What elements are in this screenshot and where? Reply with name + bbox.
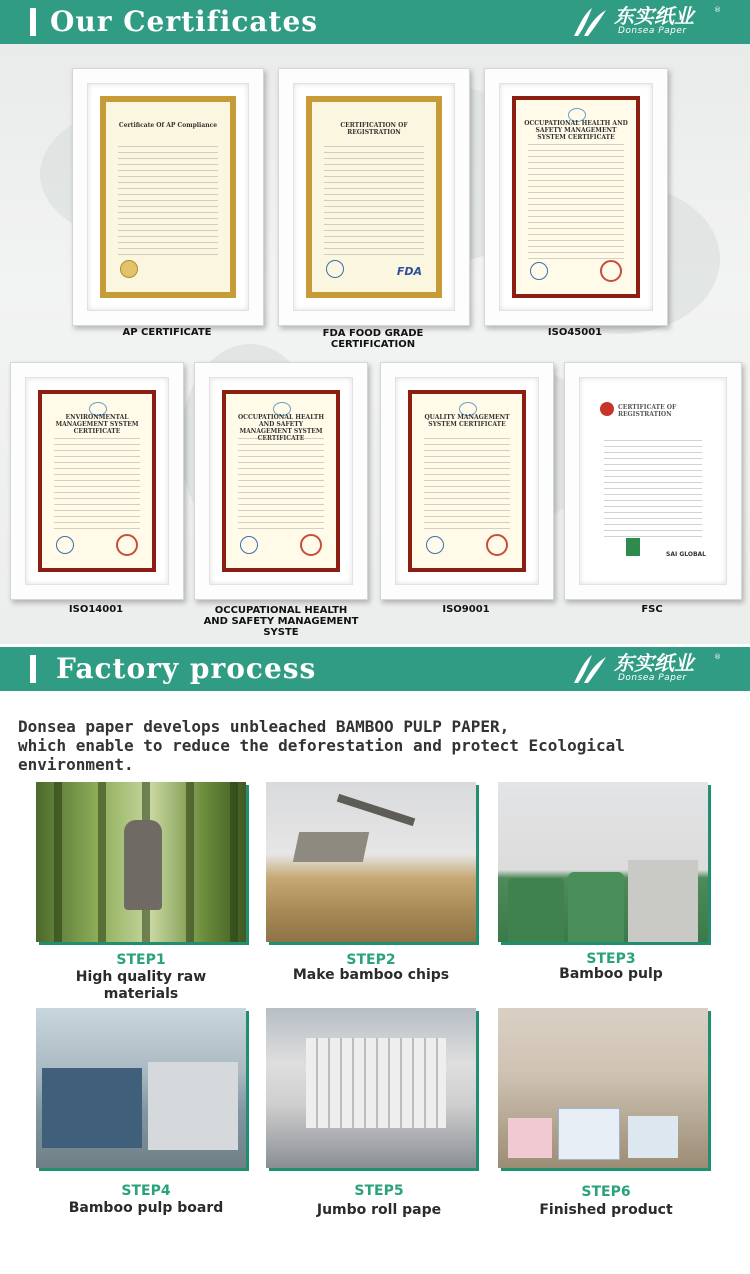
certificate-label: ISO9001 bbox=[442, 604, 490, 615]
registered-mark: ® bbox=[714, 653, 721, 661]
certificate-label: ISO14001 bbox=[68, 604, 124, 615]
certificate-frame-fda bbox=[278, 68, 470, 326]
factory-banner bbox=[0, 647, 750, 691]
sai-global-badge: SAI GLOBAL bbox=[666, 551, 706, 558]
certificate-frame-iso14001 bbox=[10, 362, 184, 600]
certificate-frame-ap bbox=[72, 68, 264, 326]
certificate-label: OCCUPATIONAL HEALTH AND SAFETY MANAGEMENT SYSTE bbox=[203, 605, 359, 638]
seal-icon bbox=[426, 536, 444, 554]
brand-name-en: Donsea Paper bbox=[618, 26, 687, 36]
certificate-document: OCCUPATIONAL HEALTH AND SAFETY MANAGEMENT SYSTEM CERTIFICATE bbox=[222, 390, 340, 572]
step-number: STEP3 bbox=[586, 951, 636, 967]
certificates-heading: Our Certificates bbox=[50, 5, 319, 38]
step-description: Make bamboo chips bbox=[292, 967, 450, 983]
factory-intro-text: Donsea paper develops unbleached BAMBOO PULP PAPER, which enable to reduce the deforestation and protect Ecological environment. bbox=[18, 717, 625, 774]
certificate-document: Certificate Of AP Compliance bbox=[100, 96, 236, 298]
stamp-icon bbox=[300, 534, 322, 556]
stamp-icon bbox=[600, 260, 622, 282]
cert-logo-icon bbox=[600, 402, 614, 416]
certificate-frame-fsc bbox=[564, 362, 742, 600]
tissue-pack bbox=[628, 1116, 678, 1158]
step1-photo bbox=[36, 782, 246, 942]
certificate-label: FDA FOOD GRADE CERTIFICATION bbox=[322, 328, 424, 350]
worker-figure bbox=[124, 820, 162, 910]
certificate-frame-iso45001 bbox=[484, 68, 668, 326]
factory-heading: Factory process bbox=[56, 652, 317, 685]
step-description: Jumbo roll pape bbox=[316, 1202, 442, 1218]
bamboo-leaf-icon bbox=[570, 6, 610, 38]
brand-logo bbox=[570, 651, 730, 687]
certificates-banner bbox=[0, 0, 750, 44]
step5-photo bbox=[266, 1008, 476, 1168]
step2-photo bbox=[266, 782, 476, 942]
step-description: Bamboo pulp board bbox=[68, 1200, 224, 1216]
excavator-bucket bbox=[293, 832, 369, 862]
step-description: Finished product bbox=[539, 1202, 673, 1218]
step-number: STEP5 bbox=[354, 1183, 404, 1199]
certificate-label: ISO45001 bbox=[547, 327, 603, 338]
bamboo-leaf-icon bbox=[570, 653, 610, 685]
step4-photo bbox=[36, 1008, 246, 1168]
step6-photo bbox=[498, 1008, 708, 1168]
factory-building bbox=[628, 860, 698, 942]
certificate-label: FSC bbox=[641, 604, 663, 615]
brand-name-en: Donsea Paper bbox=[618, 673, 687, 683]
machine-housing bbox=[148, 1062, 238, 1150]
banner-accent-bar bbox=[30, 655, 36, 683]
tissue-pack bbox=[558, 1108, 620, 1160]
tissue-pack bbox=[508, 1118, 552, 1158]
certificate-frame-iso9001 bbox=[380, 362, 554, 600]
step-number: STEP6 bbox=[581, 1184, 631, 1200]
pulp-tank bbox=[508, 878, 564, 942]
jumbo-roll-machine bbox=[306, 1038, 446, 1128]
seal-icon bbox=[56, 536, 74, 554]
registered-mark: ® bbox=[714, 6, 721, 14]
step3-photo bbox=[498, 782, 708, 942]
certificate-document: OCCUPATIONAL HEALTH AND SAFETY MANAGEMENT SYSTEM CERTIFICATE bbox=[512, 96, 640, 298]
pulp-tank bbox=[568, 872, 624, 942]
seal-icon bbox=[530, 262, 548, 280]
step-number: STEP1 bbox=[116, 952, 166, 968]
step-number: STEP2 bbox=[346, 952, 396, 968]
certificate-document: QUALITY MANAGEMENT SYSTEM CERTIFICATE bbox=[408, 390, 526, 572]
brand-name-cn: 东实纸业 bbox=[614, 651, 694, 675]
gold-seal-icon bbox=[120, 260, 138, 278]
step-description: Bamboo pulp bbox=[559, 966, 663, 982]
step-number: STEP4 bbox=[121, 1183, 171, 1199]
seal-icon bbox=[240, 536, 258, 554]
certificate-label: AP CERTIFICATE bbox=[122, 327, 212, 338]
stamp-icon bbox=[486, 534, 508, 556]
certificate-document: CERTIFICATE OF REGISTRATION SAI GLOBAL bbox=[592, 390, 714, 572]
banner-accent-bar bbox=[30, 8, 36, 36]
brand-name-cn: 东实纸业 bbox=[614, 4, 694, 28]
fda-badge: FDA bbox=[396, 265, 422, 278]
stamp-icon bbox=[116, 534, 138, 556]
fsc-tree-icon bbox=[626, 538, 640, 556]
certificate-document: ENVIRONMENTAL MANAGEMENT SYSTEM CERTIFICATE bbox=[38, 390, 156, 572]
certificate-document: CERTIFICATION OF REGISTRATION FDA bbox=[306, 96, 442, 298]
brand-logo bbox=[570, 4, 730, 40]
step-description: High quality raw materials bbox=[75, 969, 207, 1002]
certificate-frame-ohsms bbox=[194, 362, 368, 600]
pulp-board-machine bbox=[42, 1068, 142, 1148]
seal-icon bbox=[326, 260, 344, 278]
